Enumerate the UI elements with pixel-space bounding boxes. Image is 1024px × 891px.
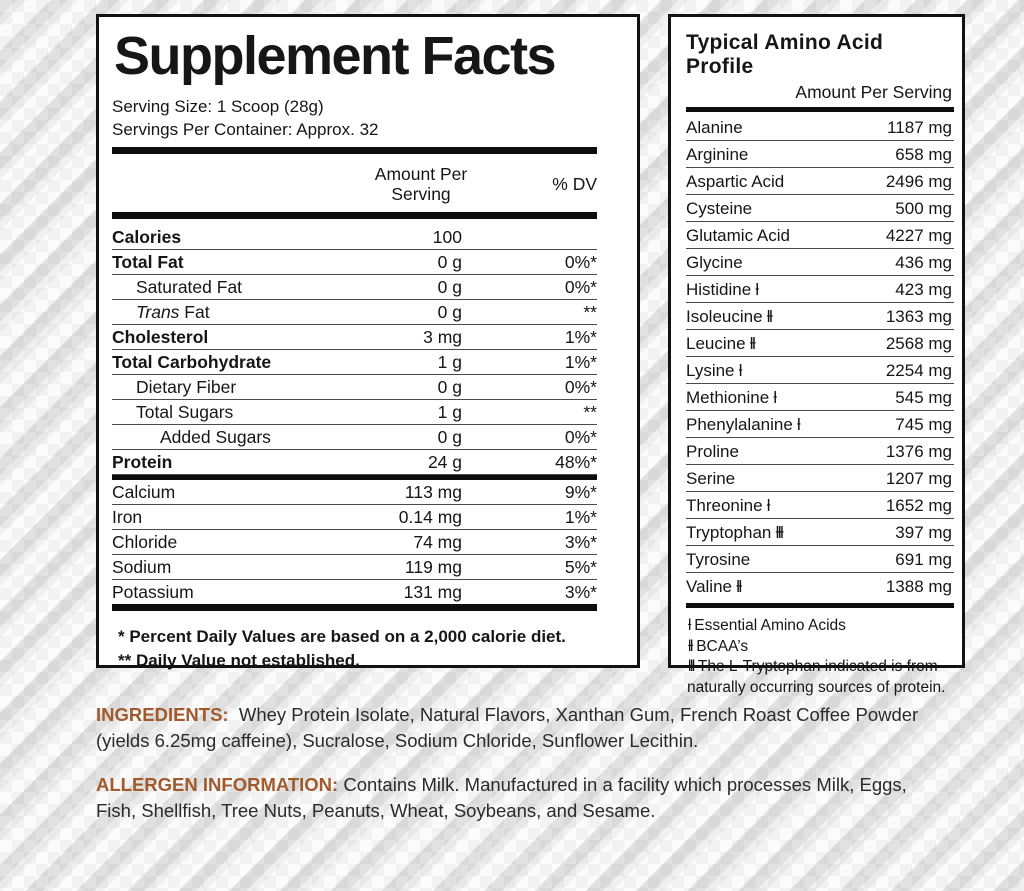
- ingredients-paragraph: [96, 702, 931, 754]
- table-row: [112, 450, 597, 475]
- amino-row: [686, 303, 954, 330]
- amino-row: [686, 492, 954, 519]
- amino-name: Serine: [686, 468, 736, 488]
- nutrient-name-italic: Trans: [136, 301, 180, 322]
- footnote-line: * Percent Daily Values are based on a 2,000 calorie diet.: [118, 627, 566, 646]
- nutrient-amount: 119 mg: [404, 556, 462, 577]
- essential-marker: ƚ: [763, 495, 770, 515]
- amino-amount: 4227 mg: [885, 225, 952, 245]
- amino-amount: 1388 mg: [885, 576, 952, 596]
- nutrient-dv: 9%*: [564, 481, 597, 502]
- nutrient-dv: 1%*: [564, 351, 597, 372]
- nutrient-amount: 0.14 mg: [398, 506, 462, 527]
- nutrient-amount: 0 g: [437, 251, 462, 272]
- amino-row: [686, 222, 954, 249]
- table-row: [112, 505, 597, 530]
- divider-bar: [112, 147, 597, 154]
- amino-row: [686, 573, 954, 599]
- nutrient-amount: 1 g: [437, 401, 462, 422]
- nutrient-rows: [112, 225, 597, 604]
- nutrient-dv: 3%*: [564, 531, 597, 552]
- amino-amount-per-serving-header: Amount Per Serving: [795, 82, 952, 102]
- nutrient-amount: 0 g: [437, 376, 462, 397]
- amino-row: [686, 438, 954, 465]
- amino-amount: 691 mg: [895, 549, 952, 569]
- amino-row: [686, 168, 954, 195]
- nutrient-name: Iron: [112, 506, 143, 527]
- nutrient-name: Total Fat: [112, 251, 184, 272]
- amino-name: Phenylalanine ƚ: [686, 414, 800, 434]
- amino-name: Threonine ƚ: [686, 495, 770, 515]
- table-row: [112, 400, 597, 425]
- nutrient-name: Potassium: [112, 581, 194, 602]
- nutrient-name: Trans Fat: [136, 301, 210, 322]
- nutrient-dv: **: [583, 401, 597, 422]
- amino-row: [686, 519, 954, 546]
- nutrient-name: Dietary Fiber: [136, 376, 237, 397]
- amino-name: Valine ƚƚ: [686, 576, 741, 596]
- amino-amount: 745 mg: [895, 414, 952, 434]
- table-row: [112, 350, 597, 375]
- footnote-line: ** Daily Value not established.: [118, 651, 360, 670]
- table-row: [112, 300, 597, 325]
- nutrient-amount: 0 g: [437, 276, 462, 297]
- nutrient-dv: 5%*: [564, 556, 597, 577]
- amino-rows: [686, 114, 954, 599]
- divider-bar: [686, 107, 954, 112]
- amino-amount: 423 mg: [895, 279, 952, 299]
- nutrient-dv: **: [583, 301, 597, 322]
- nutrient-name: Added Sugars: [160, 426, 271, 447]
- amino-profile-title: Typical Amino Acid Profile: [686, 31, 884, 78]
- allergen-label: ALLERGEN INFORMATION:: [96, 774, 339, 795]
- nutrient-name: Protein: [112, 451, 173, 472]
- amino-amount: 658 mg: [895, 144, 952, 164]
- amino-row: [686, 141, 954, 168]
- amino-amount: 397 mg: [895, 522, 952, 542]
- divider-bar: [112, 604, 597, 611]
- ingredients-block: [96, 702, 931, 824]
- table-row: [112, 530, 597, 555]
- amino-row: [686, 357, 954, 384]
- amino-name: Arginine: [686, 144, 749, 164]
- footnotes: [112, 617, 597, 673]
- amino-row: [686, 276, 954, 303]
- nutrient-amount: 1 g: [437, 351, 462, 372]
- supplement-facts-title: Supplement Facts: [114, 26, 556, 86]
- nutrient-amount: 100: [432, 226, 462, 247]
- amino-name: Alanine: [686, 117, 743, 137]
- essential-marker: ƚ: [793, 414, 800, 434]
- nutrient-amount: 0 g: [437, 301, 462, 322]
- ingredients-text: Whey Protein Isolate, Natural Flavors, Xanthan Gum, French Roast Coffee Powder (yields 6.25mg caffeine), Sucralose, Sodium Chloride, Sunflower Lecithin.: [96, 704, 919, 751]
- amino-amount: 2496 mg: [885, 171, 952, 191]
- amino-name: Glutamic Acid: [686, 225, 790, 245]
- essential-marker: ƚƚƚ: [772, 522, 783, 542]
- essential-marker: ƚƚ: [763, 306, 772, 326]
- supplement-facts-panel: [96, 14, 640, 668]
- serving-size: Serving Size: 1 Scoop (28g): [112, 97, 324, 116]
- nutrient-dv: 0%*: [564, 376, 597, 397]
- table-row: [112, 425, 597, 450]
- amino-row: [686, 384, 954, 411]
- amino-name: Proline: [686, 441, 739, 461]
- amino-row: [686, 330, 954, 357]
- amino-row: [686, 114, 954, 141]
- amino-amount: 436 mg: [895, 252, 952, 272]
- nutrient-dv: 0%*: [564, 276, 597, 297]
- amino-row: [686, 411, 954, 438]
- nutrient-dv: 0%*: [564, 426, 597, 447]
- nutrient-amount: 3 mg: [423, 326, 462, 347]
- amino-acid-panel: [668, 14, 965, 696]
- legend-line: ƚƚ BCAA’s: [688, 637, 749, 655]
- nutrient-amount: 131 mg: [403, 581, 462, 602]
- essential-marker: ƚƚ: [733, 576, 741, 596]
- amino-name: Glycine: [686, 252, 743, 272]
- essential-marker: ƚƚ: [746, 333, 755, 353]
- amino-amount: 1376 mg: [885, 441, 952, 461]
- amino-name: Cysteine: [686, 198, 753, 218]
- nutrient-dv: 1%*: [564, 506, 597, 527]
- nutrient-amount: 113 mg: [404, 481, 462, 502]
- allergen-text: Contains Milk. Manufactured in a facility which processes Milk, Eggs, Fish, Shellfish, Tree Nuts, Peanuts, Wheat, Soybeans, and Sesame.: [96, 774, 907, 821]
- legend-symbol: ƚƚ: [688, 637, 692, 655]
- nutrient-name: Total Sugars: [136, 401, 234, 422]
- table-row: [112, 250, 597, 275]
- nutrient-dv: 3%*: [564, 581, 597, 602]
- amino-name: Tyrosine: [686, 549, 751, 569]
- nutrient-name: Chloride: [112, 531, 178, 552]
- amino-amount: 545 mg: [895, 387, 952, 407]
- nutrient-amount: 0 g: [437, 426, 462, 447]
- nutrient-name: Sodium: [112, 556, 172, 577]
- amino-amount: 1363 mg: [885, 306, 952, 326]
- amino-amount: 1652 mg: [885, 495, 952, 515]
- table-row: [112, 275, 597, 300]
- ingredients-label: INGREDIENTS:: [96, 704, 229, 725]
- table-row: [112, 555, 597, 580]
- amino-row: [686, 465, 954, 492]
- divider-bar: [112, 212, 597, 219]
- amino-amount: 1207 mg: [885, 468, 952, 488]
- legend-symbol: ƚƚƚ: [688, 658, 694, 675]
- nutrient-amount: 24 g: [427, 451, 462, 472]
- allergen-paragraph: [96, 772, 931, 824]
- essential-marker: ƚ: [752, 279, 758, 299]
- nutrient-name: Cholesterol: [112, 326, 209, 347]
- amino-name: Aspartic Acid: [686, 171, 785, 191]
- amino-amount: 2254 mg: [885, 360, 952, 380]
- amino-name: Histidine ƚ: [686, 279, 758, 299]
- nutrient-name: Total Carbohydrate: [112, 351, 272, 372]
- nutrient-name: Calories: [112, 226, 182, 247]
- amino-name: Lysine ƚ: [686, 360, 742, 380]
- amino-amount: 2568 mg: [885, 333, 952, 353]
- table-row: [112, 225, 597, 250]
- amino-name: Isoleucine ƚƚ: [686, 306, 772, 326]
- nutrient-dv: 0%*: [564, 251, 597, 272]
- essential-marker: ƚ: [735, 360, 742, 380]
- legend-line: ƚ Essential Amino Acids: [688, 617, 846, 634]
- amino-amount: 500 mg: [895, 198, 952, 218]
- amino-row: [686, 546, 954, 573]
- amino-row: [686, 249, 954, 276]
- essential-marker: ƚ: [770, 387, 776, 407]
- table-row: [112, 325, 597, 350]
- amino-row: [686, 195, 954, 222]
- legend-line: ƚƚƚ The L-Tryptophan indicated is from naturally occurring sources of protein.: [687, 658, 946, 696]
- nutrient-dv: 48%*: [555, 451, 597, 472]
- nutrient-amount: 74 mg: [413, 531, 462, 552]
- table-row: [112, 580, 597, 604]
- nutrient-dv: 1%*: [564, 326, 597, 347]
- servings-per-container: Servings Per Container: Approx. 32: [112, 120, 379, 139]
- nutrient-name: Saturated Fat: [136, 276, 243, 297]
- nutrient-name: Calcium: [112, 481, 176, 502]
- amino-amount: 1187 mg: [887, 117, 952, 137]
- column-header-row: [112, 160, 597, 212]
- table-row: [112, 480, 597, 505]
- amino-name: Tryptophan ƚƚƚ: [686, 522, 783, 542]
- amino-name: Leucine ƚƚ: [686, 333, 755, 353]
- amino-legend: [686, 608, 954, 698]
- amount-per-serving-header: Amount Per Serving: [374, 164, 468, 204]
- percent-dv-header: % DV: [552, 173, 597, 194]
- legend-symbol: ƚ: [688, 617, 690, 634]
- amino-name: Methionine ƚ: [686, 387, 776, 407]
- table-row: [112, 375, 597, 400]
